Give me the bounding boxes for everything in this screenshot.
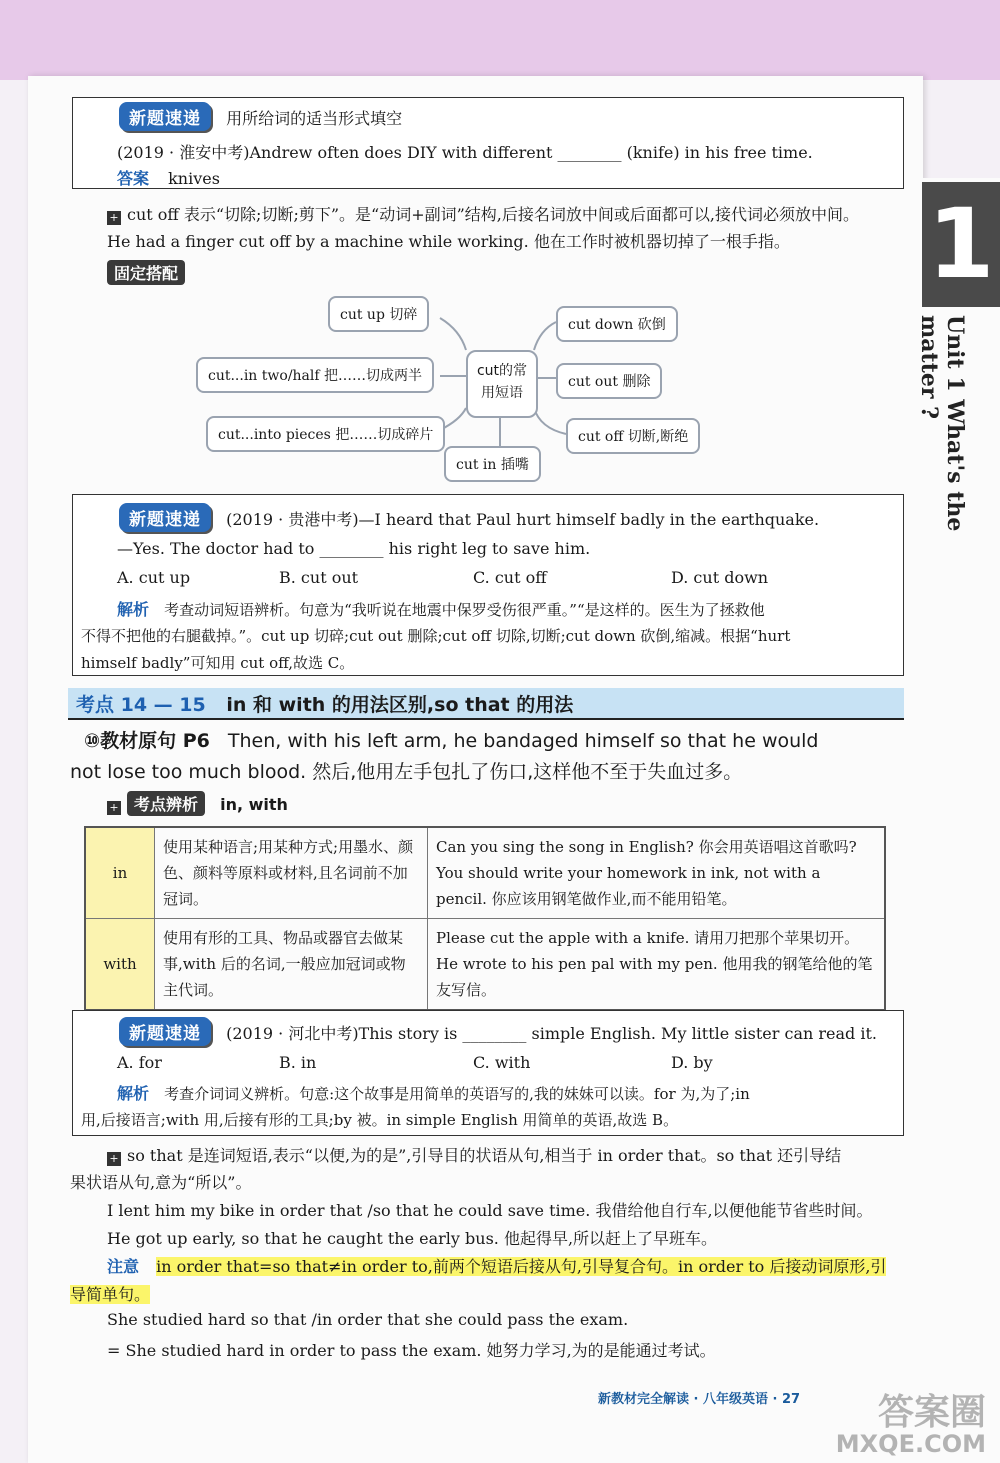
note-line-2: 导简单句。: [70, 1285, 151, 1304]
node-cut-in: cut in 插嘴: [444, 446, 541, 482]
mindmap-connectors: [0, 0, 1000, 500]
cutoff-example: He had a finger cut off by a machine while working. 他在工作时被机器切掉了一根手指。: [107, 232, 790, 251]
analysis-line-1: 考查动词短语辨析。句意为“我听说在地震中保罗受伤很严重。”“是这样的。医生为了拯救他: [164, 601, 765, 619]
sothat-example-1: I lent him my bike in order that /so that he could save time. 我借给他自行车,以便他能节省些时间。: [107, 1201, 873, 1220]
table-row: [85, 827, 885, 919]
node-cut-into-pieces: cut...into pieces 把……切成碎片: [206, 416, 445, 452]
question-text: (2019 · 河北中考)This story is ________ simple English. My little sister can read it.: [226, 1024, 878, 1043]
note-line-1: in order that=so that≠in order to,前两个短语后接从句,引导复合句。in order to 后接动词原形,引: [156, 1257, 887, 1276]
mindmap-center: [466, 350, 538, 418]
question-text: (2019 · 贵港中考)—I heard that Paul hurt himself badly in the earthquake.: [226, 510, 820, 529]
option-c: C. cut off: [473, 568, 547, 587]
quiz-box-2: [72, 494, 904, 676]
node-cut-down: cut down 砍倒: [556, 306, 678, 342]
new-question-tag: 新题速递: [119, 1017, 211, 1046]
new-question-tag: 新题速递: [119, 503, 211, 532]
option-c: C. with: [473, 1053, 531, 1072]
answer-text: knives: [168, 169, 220, 188]
quiz-box-3: [72, 1010, 904, 1136]
watermark-logo: 答案圈: [877, 1392, 986, 1433]
chapter-number: 1: [922, 182, 1000, 307]
option-a: A. for: [117, 1053, 162, 1072]
option-b: B. in: [279, 1053, 317, 1072]
option-b: B. cut out: [279, 568, 359, 587]
analysis-label: 解析: [117, 1084, 150, 1103]
note-label: 注意: [107, 1257, 140, 1276]
row-usage: 使用有形的工具、物品或器官去做某事,with 后的名词,一般应加冠词或物主代词。: [155, 919, 428, 1011]
node-cut-in-two: cut...in two/half 把……切成两半: [196, 357, 434, 393]
textbook-sentence-line-1: Then, with his left arm, he bandaged himself so that he would: [227, 730, 819, 752]
section-title: [76, 690, 573, 717]
analysis-topic: in, with: [220, 795, 288, 814]
row-key: in: [85, 827, 155, 919]
analysis-line-3: himself badly”可知用 cut off,故选 C。: [81, 654, 355, 672]
footer: 新教材完全解读 · 八年级英语 · 27: [598, 1392, 801, 1407]
instruction: 用所给词的适当形式填空: [226, 109, 403, 128]
row-usage: 使用某种语言;用某种方式;用墨水、颜色、颜料等原料或材料,且名词前不加冠词。: [155, 827, 428, 919]
node-cut-up: cut up 切碎: [328, 296, 429, 332]
new-question-tag: 新题速递: [119, 102, 211, 131]
center-line-2: 用短语: [481, 385, 523, 401]
analysis-line-1: 考查介词词义辨析。句意:这个故事是用简单的英语写的,我的妹妹可以读。for 为,为了;in: [164, 1085, 750, 1103]
analysis-label: 解析: [117, 600, 150, 619]
analysis-line-2: 不得不把他的右腿截掉。”。cut up 切碎;cut out 删除;cut off 切除,切断;cut down 砍倒,缩减。根据“hurt: [81, 627, 791, 645]
sothat-example-2: He got up early, so that he caught the early bus. 他起得早,所以赶上了早班车。: [107, 1229, 718, 1248]
center-line-1: cut的常: [476, 363, 528, 379]
row-examples: Please cut the apple with a knife. 请用刀把那个苹果切开。 He wrote to his pen pal with my pen. 他用我的钢笔给他的笔友写信。: [428, 919, 886, 1011]
node-cut-out: cut out 删除: [556, 363, 662, 399]
unit-label: Unit 1 What's the matter ?: [916, 315, 968, 532]
reply-text: —Yes. The doctor had to ________ his right leg to save him.: [117, 539, 591, 558]
plus-icon: +: [107, 801, 121, 815]
in-with-table: [84, 826, 886, 1011]
sothat-example-4: = She studied hard in order to pass the exam. 她努力学习,为的是能通过考试。: [107, 1341, 716, 1360]
plus-icon: +: [107, 1152, 121, 1166]
section-number: 考点 14 — 15: [76, 694, 206, 716]
section-heading: in 和 with 的用法区别,so that 的用法: [226, 694, 574, 716]
sothat-explanation-1: so that 是连词短语,表示“以便,为的是”,引导目的状语从句,相当于 in order that。so that 还引导结: [127, 1146, 842, 1165]
plus-icon: +: [107, 211, 121, 225]
textbook-sentence-label: ⑩教材原句 P6: [84, 730, 210, 752]
watermark-url: MXQE.COM: [835, 1430, 986, 1458]
analysis-point-tag: 考点辨析: [127, 791, 205, 816]
fixed-collocation-tag: 固定搭配: [107, 260, 185, 285]
textbook-sentence-line-2: not lose too much blood. 然后,他用左手包扎了伤口,这样他不至于失血过多。: [70, 761, 743, 783]
question-text: (2019 · 淮安中考)Andrew often does DIY with different ________ (knife) in his free time.: [117, 143, 813, 162]
option-a: A. cut up: [117, 568, 191, 587]
option-d: D. cut down: [671, 568, 769, 587]
answer-label: 答案: [117, 169, 150, 188]
table-row: [85, 919, 885, 1011]
sothat-explanation-2: 果状语从句,意为“所以”。: [70, 1173, 252, 1192]
row-examples: Can you sing the song in English? 你会用英语唱这首歌吗? You should write your homework in ink, not with a pencil. 你应该用钢笔做作业,而不能用铅笔。: [428, 827, 886, 919]
cutoff-explanation: cut off 表示“切除;切断;剪下”。是“动词+副词”结构,后接名词放中间或后面都可以,接代词必须放中间。: [127, 205, 859, 224]
analysis-line-2: 用,后接语言;with 用,后接有形的工具;by 被。in simple English 用简单的英语,故选 B。: [81, 1111, 679, 1129]
row-key: with: [85, 919, 155, 1011]
option-d: D. by: [671, 1053, 713, 1072]
sothat-example-3: She studied hard so that /in order that she could pass the exam.: [107, 1310, 629, 1329]
node-cut-off: cut off 切断,断绝: [566, 418, 700, 454]
